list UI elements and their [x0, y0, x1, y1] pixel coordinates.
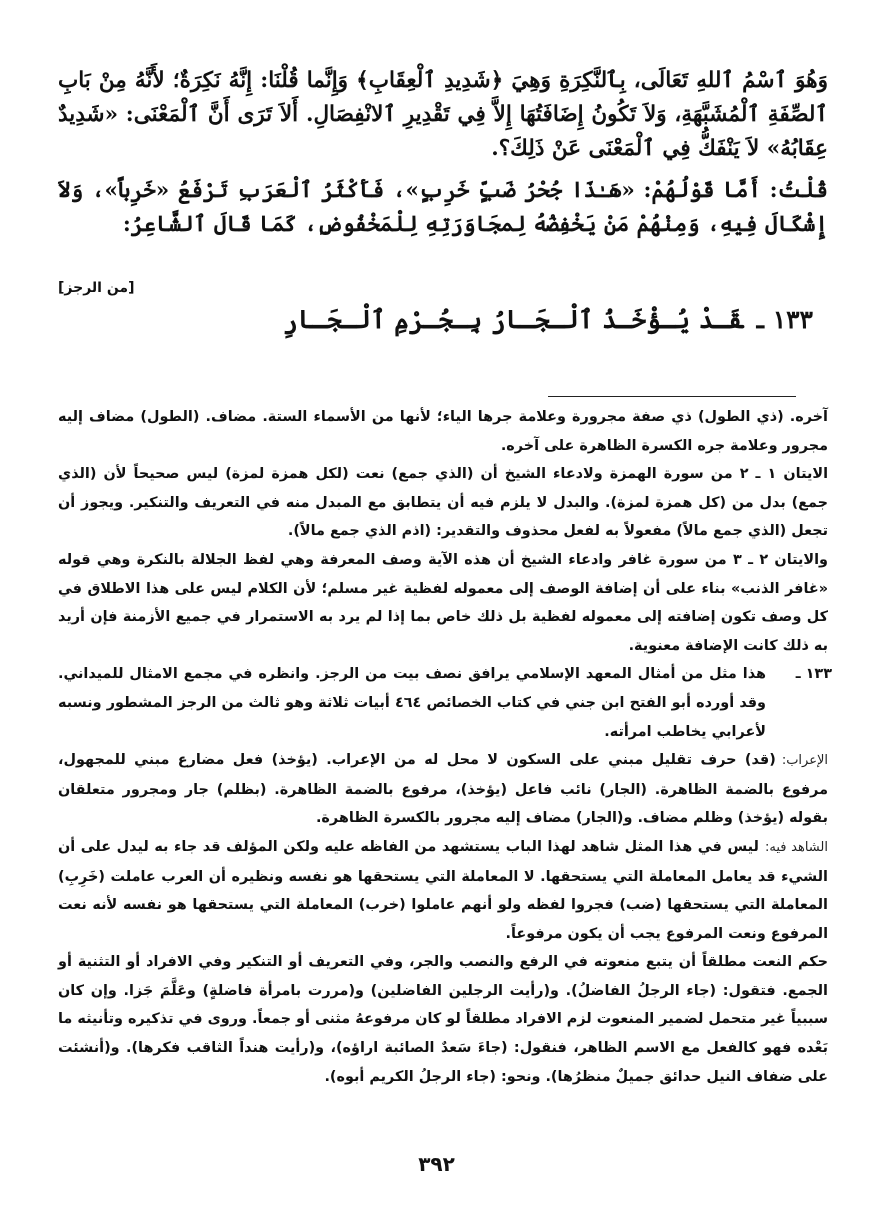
irab-paragraph: [58, 746, 828, 833]
main-paragraph: قُلْتُ: أَمَّا قَوْلُهُمْ: «هَـٰذَا جُحْرُ ضَبٍّ خَرِبٍ»، فَأَكْثَرُ ٱلْعَرَبِ تَرْفَعُ «خَرِباً»، وَلاَ إِشْكَالَ فِيهِ، وَمِنْهُمْ مَنْ يَخْفِضُهُ لِمجَاوَرَتِهِ لِلْمَخْفُوضِ، كَمَا قَالَ ٱلشَّاعِرُ:: [58, 178, 828, 237]
irab-label: الإعراب:: [781, 753, 828, 769]
poetry-verse: [283, 302, 813, 338]
shahid-text: ليس في هذا المثل شاهد لهذا الباب يستشهد من الفاظه عليه ولكن المؤلف قد جاء به ليدل على أن الشيء قد يعامل المعاملة التي يستحقها. لا المعاملة التي يستحقها هو نفسه ونظيره أن العرب عاملت (خَرِبِ) المعاملة التي يستحقها (ضب) فجروا لفظه ولو أنهم عاملوا (خرب) المعاملة التي يستحقها هو نفسه لأنه نعت المرفوع ونعت المرفوع يجب أن يكون مرفوعاً.: [58, 838, 828, 942]
footnote-text: هذا مثل من أمثال المعهد الإسلامي يرافق نصف بيت من الرجز. وانظره في مجمع الامثال للميداني. وقد أورده أبو الفتح ابن جني في كتاب الخصائص ٤٦٤ أبيات ثلاثة وهو ثالث من الرجز المشطور ونسبه لأعرابي يخاطب امرأته.: [58, 666, 766, 740]
footnotes: [58, 403, 832, 1091]
meter-tag: [من الرجز]: [58, 280, 135, 296]
page-number: ٣٩٢: [418, 1152, 455, 1176]
verse-text: قَـدْ يُـؤْخَـذُ ٱلْـجَـارُ بِـجُـرْمِ ٱلْـجَـارِ: [283, 305, 743, 334]
footnote-paragraph: حكم النعت مطلقاً أن يتبع منعوته في الرفع والنصب والجر، وفي التعريف أو التنكير وفي الافراد أو التثنية أو الجمع. فتقول: (جاء الرجلُ الفاضلُ). و(رأيت الرجلين الفاضلين) و(مررت بامرأة فاضلةٍ) وعَلَّمَ جَزا. وإن كان سببياً غير متحمل لضمير المنعوت لزم الافراد مطلقاً لو كان مرفوعهُ مثنى أو جمعاً. وروى في تذكيره وتأنيثه ما بَعْده فهو كالفعل مع الاسم الظاهر، فنقول: (جاءَ سَعدٌ الصائبة اراؤه)، و(رأيت هنداً الثاقب فكرها). و(أنشئت على ضفاف النيل حدائق جميلٌ منظرُها). ونحو: (جاء الرجلُ الكريم أبوه).: [58, 954, 828, 1085]
footnote-paragraph: والايتان ٢ ـ ٣ من سورة غافر وادعاء الشيخ أن هذه الآية وصف المعرفة وهي لفظ الجلالة بالنكرة وهي قوله «غافر الذنب» بناء على أن إضافة الوصف إلى معموله لفظية غير مسلم؛ لأن الكلام ليس على هذا الاطلاق في كل وصف تكون إضافته إلى معموله لفظية بل ذلك خاص بما إذا لم يرد به الاستمرار في جميع الأزمنة فإن أريد به ذلك كانت الإضافة معنوية.: [58, 551, 828, 654]
verse-number: ١٣٣ ـ: [756, 305, 813, 334]
shahid-label: الشاهد فيه:: [764, 839, 828, 855]
footnote-paragraph: آخره. (ذي الطول) ذي صفة مجرورة وعلامة جرها الياء؛ لأنها من الأسماء الستة. مضاف. (الطول) مضاف إليه مجرور وعلامة جره الكسرة الظاهرة على آخره.: [58, 409, 828, 454]
footnote-divider: [548, 396, 796, 397]
irab-text: (قد) حرف تقليل مبني على السكون لا محل له من الإعراب. (يؤخذ) فعل مضارع مبني للمجهول، مرفوع بالضمة الظاهرة. (الجار) نائب فاعل (يؤخذ)، مرفوع بالضمة الظاهرة. (بظلم) جار ومجرور متعلقان بقوله (يؤخذ) وظلم مضاف. و(الجار) مضاف إليه مجرور بالكسرة الظاهرة.: [58, 752, 828, 827]
main-paragraph: وَهُوَ ٱسْمُ ٱللهِ تَعَالَى، بِٱلنَّكِرَةِ وَهِيَ ﴿شَدِيدِ ٱلْعِقَابِ﴾ وَإِنَّما قُلْنَا: إِنَّهُ نَكِرَةٌ؛ لأَنَّهُ مِنْ بَابِ ٱلصِّفَةِ ٱلْمُشَبَّهَةِ، وَلاَ تَكُونُ إِضَافَتُهَا إِلاَّ فِي تَقْدِيرِ ٱلانْفِصَالِ. أَلاَ تَرَى أَنَّ ٱلْمَعْنَى: «شَدِيدٌ عِقَابُهُ» لاَ يَنْفَكُّ فِي ٱلْمَعْنَى عَنْ ذَلِكَ؟.: [58, 68, 828, 161]
footnote-number: ١٣٣ ـ: [795, 666, 832, 683]
footnote-paragraph: الايتان ١ ـ ٢ من سورة الهمزة ولادعاء الشيخ أن (الذي جمع) نعت (لكل همزة لمزة) ليس صحيحاً لأن (الذي جمع) بدل من (كل همزة لمزة). والبدل لا يلزم فيه أن يتطابق مع المبدل منه في التعريف والتنكير. ويجوز أن تجعل (الذي جمع مالاً) مفعولاً به لفعل محذوف والتقدير: (اذم الذي جمع مالاً).: [58, 466, 828, 540]
footnote-133: [58, 660, 832, 746]
main-text: [58, 64, 828, 242]
shahid-paragraph: [58, 833, 828, 948]
